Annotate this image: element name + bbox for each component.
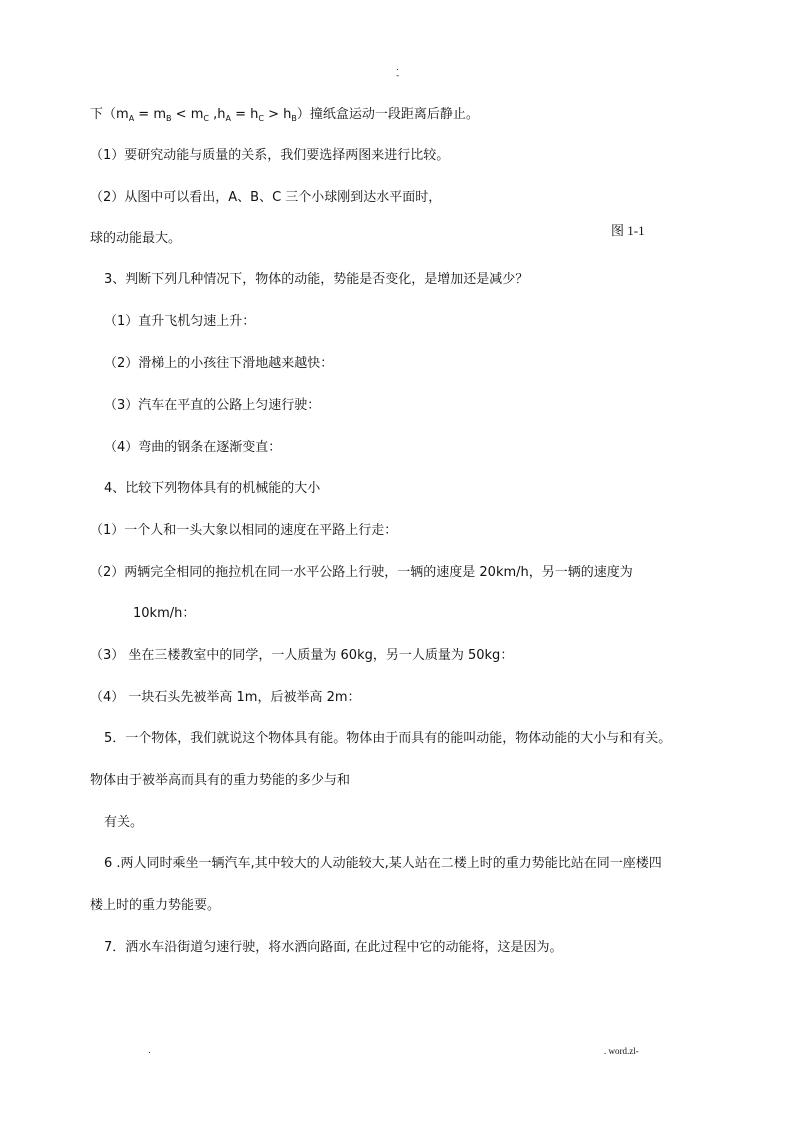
- text-line: 10km/h：: [133, 606, 196, 621]
- op-comma: ,: [208, 107, 218, 122]
- text-line: 物体由于被举高而具有的重力势能的多少与和: [90, 773, 351, 788]
- var-m: m: [116, 107, 129, 122]
- text-line: （2）滑梯上的小孩往下滑地越来越快：: [104, 356, 334, 371]
- text-line: （2）两辆完全相同的拖拉机在同一水平公路上行驶，一辆的速度是 20km/h，另一辆的速度为: [90, 565, 633, 580]
- var-h: h: [217, 107, 226, 122]
- op-lt: <: [171, 107, 191, 122]
- text-line: 6 .两人同时乘坐一辆汽车,其中较大的人动能较大,某人站在二楼上时的重力势能比站在同一座楼四: [104, 856, 662, 871]
- text-line: （3）汽车在平直的公路上匀速行驶：: [104, 398, 321, 413]
- var-m: m: [153, 107, 167, 122]
- header-mark: . -: [396, 63, 400, 81]
- text-line: 楼上时的重力势能要。: [90, 898, 221, 913]
- text-line: （2）从图中可以看出，A、B、C 三个小球刚到达水平面时，: [90, 190, 442, 205]
- op-eq: =: [134, 107, 154, 122]
- sub-c: C: [258, 114, 264, 123]
- text-line: 4、比较下列物体具有的机械能的大小: [104, 481, 321, 496]
- text-line: 有关。: [104, 815, 144, 830]
- text-line: （1）一个人和一头大象以相同的速度在平路上行走：: [90, 523, 398, 538]
- op-gt: >: [263, 107, 284, 122]
- sub-c: C: [203, 114, 209, 123]
- text-line: （4） 一块石头先被举高 1m，后被举高 2m：: [90, 690, 361, 705]
- text-line: 3、判断下列几种情况下，物体的动能，势能是否变化，是增加还是减少？: [104, 272, 529, 287]
- formula-line: [90, 106, 479, 128]
- sub-a: A: [225, 114, 231, 123]
- var-m: m: [190, 107, 204, 122]
- text-line: （1）要研究动能与质量的关系，我们要选择两图来进行比较。: [90, 148, 450, 163]
- text-line: 球的动能最大。: [90, 231, 182, 246]
- footer-right: . word.zl-: [604, 1046, 639, 1056]
- sub-b: B: [166, 114, 172, 123]
- text-line: 7．洒水车沿街道匀速行驶，将水洒向路面, 在此过程中它的动能将，这是因为。: [104, 940, 563, 955]
- sub-a: A: [128, 114, 135, 123]
- text-line: （1）直升飞机匀速上升：: [104, 314, 256, 329]
- var-h: h: [283, 107, 292, 122]
- text-line: （3） 坐在三楼教室中的同学，一人质量为 60kg，另一人质量为 50kg：: [90, 648, 514, 663]
- text-line: 5．一个物体，我们就说这个物体具有能。物体由于而具有的能叫动能，物体动能的大小与和有关。: [104, 731, 672, 746]
- formula-suffix: ）撞纸盒运动一段距离后静止。: [296, 107, 479, 122]
- op-eq: =: [230, 107, 251, 122]
- formula-prefix: 下（: [90, 107, 117, 122]
- sub-b: B: [291, 114, 297, 123]
- text-line: （4）弯曲的钢条在逐渐变直：: [104, 440, 282, 455]
- footer-left: .: [148, 1046, 151, 1056]
- var-h: h: [250, 107, 259, 122]
- figure-label: 图 1-1: [611, 223, 645, 238]
